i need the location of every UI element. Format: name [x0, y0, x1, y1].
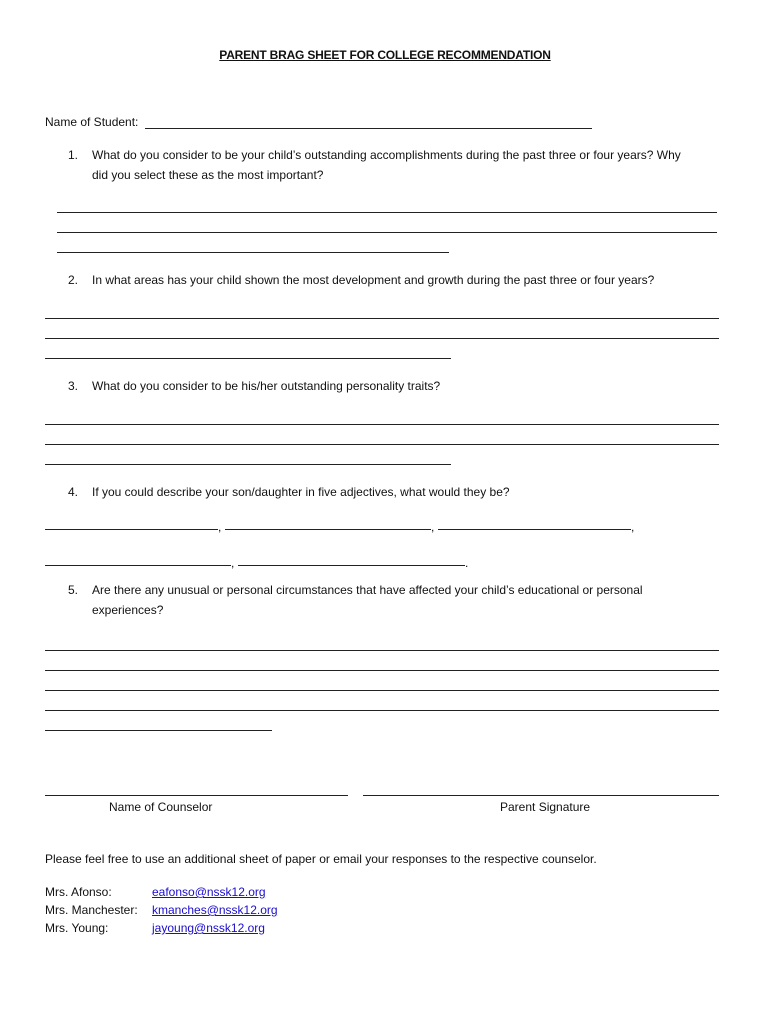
answer-5-line[interactable] [45, 650, 719, 651]
parent-signature-field[interactable] [363, 795, 719, 796]
counselor-name: Mrs. Young: [45, 921, 109, 935]
answer-5-line[interactable] [45, 670, 719, 671]
counselor-name: Mrs. Manchester: [45, 903, 138, 917]
answer-2-line[interactable] [45, 338, 719, 339]
adjective-field[interactable] [438, 529, 631, 530]
separator: , [231, 556, 235, 570]
parent-signature-label: Parent Signature [500, 800, 591, 814]
answer-2-line[interactable] [45, 318, 719, 319]
answer-5-line[interactable] [45, 690, 719, 691]
adjective-field[interactable] [45, 529, 218, 530]
page-title: PARENT BRAG SHEET FOR COLLEGE RECOMMENDATION [219, 48, 551, 62]
counselor-name-label: Name of Counselor [109, 800, 213, 814]
adjective-field[interactable] [225, 529, 431, 530]
question-5: 5. Are there any unusual or personal circumstances that have affected your child’s educational or personal [68, 583, 643, 597]
question-1: 1. What do you consider to be your child’s outstanding accomplishments during the past three or four years? Why [68, 148, 681, 162]
separator: , [218, 520, 222, 534]
counselor-name-field[interactable] [45, 795, 348, 796]
question-5-continued: experiences? [92, 603, 164, 617]
adjective-field[interactable] [45, 565, 231, 566]
question-3: 3. What do you consider to be his/her outstanding personality traits? [68, 379, 441, 393]
answer-5-line[interactable] [45, 730, 272, 731]
counselor-name: Mrs. Afonso: [45, 885, 112, 899]
separator: , [431, 520, 435, 534]
counselor-email-link[interactable]: eafonso@nssk12.org [152, 885, 266, 899]
question-4: 4. If you could describe your son/daughter in five adjectives, what would they be? [68, 485, 510, 499]
student-name-field[interactable] [145, 128, 592, 129]
answer-3-line[interactable] [45, 424, 719, 425]
adjective-field[interactable] [238, 565, 465, 566]
answer-1-line[interactable] [57, 252, 449, 253]
instructions-note: Please feel free to use an additional sheet of paper or email your responses to the respective counselor. [45, 852, 597, 866]
answer-5-line[interactable] [45, 710, 719, 711]
answer-1-line[interactable] [57, 232, 717, 233]
answer-3-line[interactable] [45, 444, 719, 445]
separator: . [465, 556, 469, 570]
separator: , [631, 520, 635, 534]
student-name-label: Name of Student: [45, 115, 139, 129]
counselor-email-link[interactable]: jayoung@nssk12.org [152, 921, 265, 935]
question-1-continued: did you select these as the most important? [92, 168, 324, 182]
answer-2-line[interactable] [45, 358, 451, 359]
question-2: 2. In what areas has your child shown the most development and growth during the past three or four years? [68, 273, 655, 287]
counselor-email-link[interactable]: kmanches@nssk12.org [152, 903, 278, 917]
answer-3-line[interactable] [45, 464, 451, 465]
answer-1-line[interactable] [57, 212, 717, 213]
